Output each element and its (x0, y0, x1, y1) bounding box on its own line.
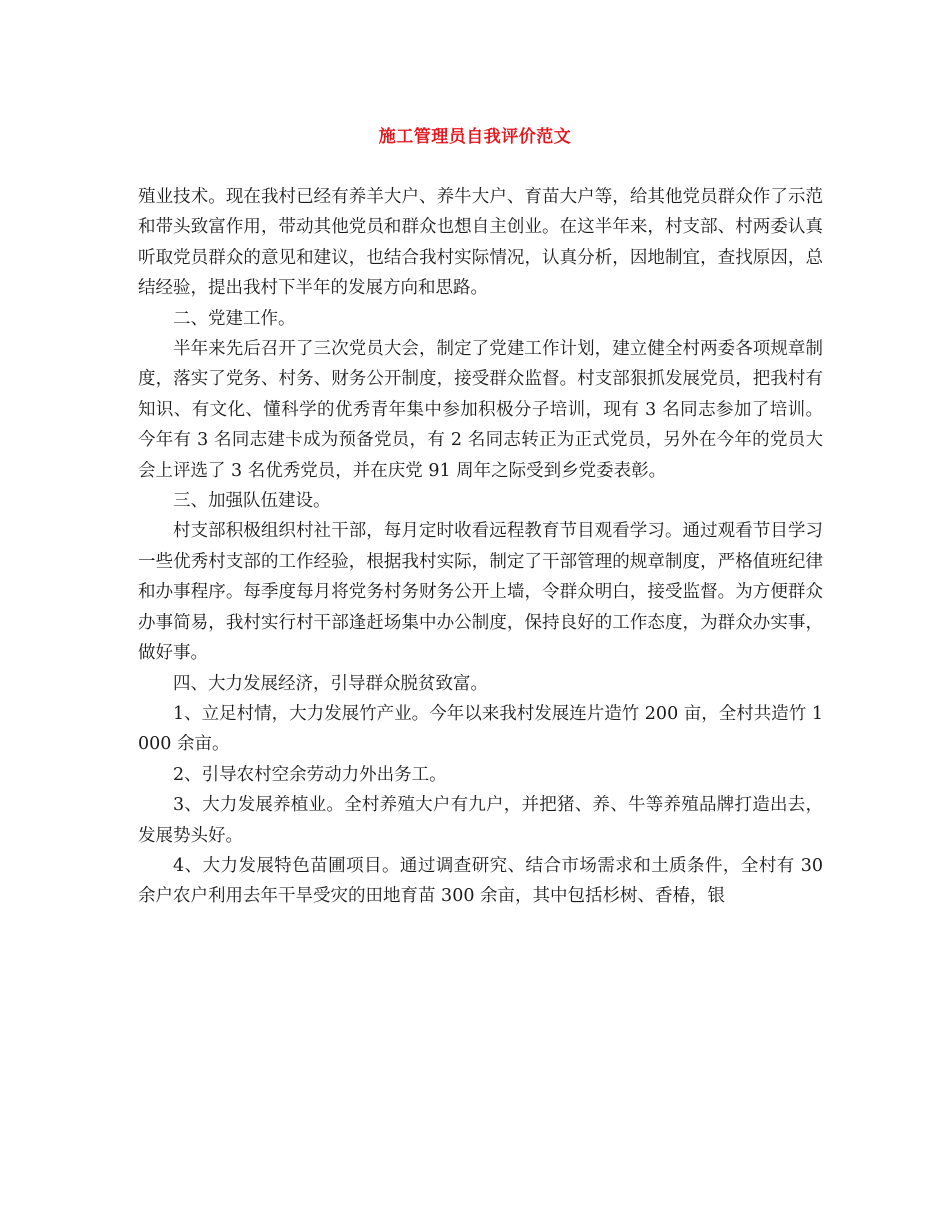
section-heading-party-building: 二、党建工作。 (173, 308, 296, 329)
list-item-nursery: 4、大力发展特色苗圃项目。通过调查研究、结合市场需求和土质条件，全村有 30 余户农户利用去年干旱受灾的田地育苗 300 余亩，其中包括杉树、香椿，银 (138, 855, 823, 907)
section-heading-team-building: 三、加强队伍建设。 (173, 491, 331, 512)
document-title: 施工管理员自我评价范文 (378, 127, 572, 147)
document-body (138, 182, 823, 912)
list-item-labor: 2、引导农村空余劳动力外出务工。 (173, 764, 447, 785)
paragraph-party-building: 半年来先后召开了三次党员大会，制定了党建工作计划，建立健全村两委各项规章制度，落实了党务、村务、财务公开制度，接受群众监督。村支部狠抓发展党员，把我村有知识、有文化、懂科学的优秀青年集中参加积极分子培训，现有 3 名同志参加了培训。今年有 3 名同志建卡成为预备党员，有 2 名同志转正为正式党员，另外在今年的党员大会上评选了 3 名优秀党员，并在庆党 91 周年之际受到乡党委表彰。 (138, 339, 823, 481)
list-item-bamboo: 1、立足村情，大力发展竹产业。今年以来我村发展连片造竹 200 亩，全村共造竹 1000 余亩。 (138, 703, 823, 755)
paragraph-team-building: 村支部积极组织村社干部，每月定时收看远程教育节目观看学习。通过观看节目学习一些优秀村支部的工作经验，根据我村实际，制定了干部管理的规章制度，严格值班纪律和办事程序。每季度每月将党务村务财务公开上墙，令群众明白，接受监督。为方便群众办事简易，我村实行村干部逢赶场集中办公制度，保持良好的工作态度，为群众办实事，做好事。 (138, 521, 823, 664)
list-item-breeding: 3、大力发展养植业。全村养殖大户有九户，并把猪、养、牛等养殖品牌打造出去，发展势头好。 (138, 795, 823, 846)
paragraph-1: 殖业技术。现在我村已经有养羊大户、养牛大户、育苗大户等，给其他党员群众作了示范和带头致富作用，带动其他党员和群众也想自主创业。在这半年来，村支部、村两委认真听取党员群众的意见和建议，也结合我村实际情况，认真分析，因地制宜，查找原因，总结经验，提出我村下半年的发展方向和思路。 (138, 187, 823, 299)
section-heading-economy: 四、大力发展经济，引导群众脱贫致富。 (173, 673, 488, 694)
